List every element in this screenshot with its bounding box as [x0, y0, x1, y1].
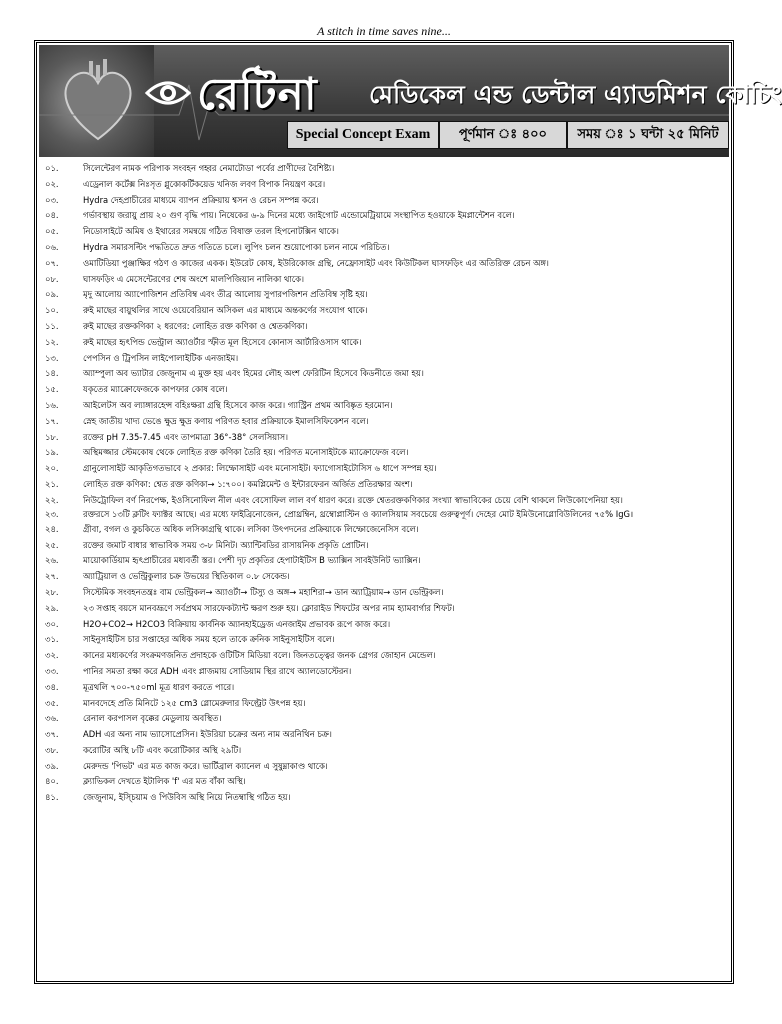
item-number: ১৭. — [45, 415, 59, 426]
list-item — [45, 161, 727, 177]
list-item — [45, 743, 727, 759]
item-text: যকৃতের ম্যাক্রোফেজকে কাপফার কোষ বলে। — [83, 384, 228, 395]
item-text: রুই মাছের রক্তকণিকা ২ ধরণের: লোহিত রক্ত কণিকা ও শ্বেতকণিকা। — [83, 320, 308, 331]
item-number: ৩৯. — [45, 760, 59, 771]
item-number: ০৩. — [45, 194, 59, 205]
list-item — [45, 445, 727, 461]
exam-info-bar — [287, 121, 729, 151]
item-number: ১২. — [45, 336, 59, 347]
item-text: গ্রানুলোসাইট আকৃতিগতভাবে ২ প্রকার: লিম্ফোসাইট এবং মনোসাইট। ফ্যাগোসাইটোসিস ৬ ধাপে সম্পন্ন হয়। — [83, 463, 437, 474]
list-item — [45, 477, 727, 493]
item-text: অ্যাম্পুলা অব ভ্যাটার জেজুনাম এ মুক্ত হয় এবং হিমের লৌহ অংশ ফেরিটিন হিসেবে কিডনীতে জমা হয়। — [83, 368, 424, 379]
list-item — [45, 696, 727, 712]
list-item — [45, 461, 727, 477]
item-number: ১৩. — [45, 352, 59, 363]
item-text: সাইনুসাইটিস চার সপ্তাহের অধিক সময় হলে তাকে ক্রনিক সাইনুসাইটিস বলে। — [83, 634, 335, 645]
item-number: ৩২. — [45, 650, 59, 661]
item-number: ১৫. — [45, 384, 59, 395]
list-item — [45, 664, 727, 680]
brand-tagline: মেডিকেল এন্ড ডেন্টাল এ্যাডমিশন কোচিং — [369, 80, 782, 109]
list-item — [45, 585, 727, 601]
item-text: রক্তরসে ১৩টি ক্লটিং ফ্যাক্টর আছে। এর মধ্যে ফাইব্রিনোজেন, প্রোথ্রম্বিন, থ্রম্বোপ্লাস্টিন ও ক্যালসিয়াম সবচেয়ে গুরুত্বপূর্ণ। দেহের মোট ইমিউনোগ্লোবিউলিনের ৭৫% IgG। — [83, 509, 634, 520]
list-item — [45, 711, 727, 727]
item-text: গর্ভাবস্থায় জরায়ু প্রায় ২০ গুণ বৃদ্ধি পায়। নিষেকের ৬-৯ দিনের মধ্যে জাইগোট এন্ডোমেট্রিয়ামে সংস্থাপিত হওয়াকে ইমপ্লান্টেশন বলে। — [83, 210, 515, 221]
item-number: ৩৭. — [45, 729, 59, 740]
item-text: রক্তের pH 7.35-7.45 এবং তাপমাত্রা 36°-38° সেলসিয়াস। — [83, 431, 289, 442]
item-number: ২৯. — [45, 602, 59, 613]
item-text: করোটির অস্থি ৮টি এবং করোটিকার অস্থি ২৯টি। — [83, 744, 242, 755]
item-text: ক্ল্যাভিকল দেখতে ইটালিক 'f' এর মত বাঁকা অস্থি। — [83, 776, 246, 787]
item-text: জেজুনাম, ইস্চিয়াম ও পিউবিস অস্থি নিয়ে নিতম্বাস্থি গঠিত হয়। — [83, 792, 291, 803]
list-item — [45, 569, 727, 585]
list-item — [45, 522, 727, 538]
item-text: গ্রীবা, বগল ও কুচকিতে অধিক লসিকাগ্রন্থি থাকে। লসিকা উৎপদনের প্রক্রিয়াকে লিম্ফোজেনেসিস বলে। — [83, 523, 419, 534]
item-number: ১৮. — [45, 431, 59, 442]
item-text: সিলেন্টেরণ নামক পরিপাক সংবহন গহ্বর নেমাটোডা পর্বের প্রাণীদের বৈশিষ্ট্য। — [83, 163, 335, 173]
list-item — [45, 430, 727, 446]
item-number: ২৪. — [45, 523, 59, 534]
full-marks: পূর্ণমান ঃ ৪০০ — [439, 121, 567, 149]
list-item — [45, 351, 727, 367]
list-item — [45, 680, 727, 696]
eye-icon — [143, 73, 193, 113]
item-text: Hydra দেহপ্রাচীরের মাধ্যমে ব্যাপন প্রক্রিয়ায় শ্বসন ও রেচন সম্পন্ন করে। — [83, 194, 319, 205]
item-text: নিডোসাইটে অমিষ ও ইথারের সমন্বয়ে গঠিত বিষাক্ত তরল হিপনোটক্সিন থাকে। — [83, 226, 339, 237]
item-number: ২৩. — [45, 509, 59, 520]
list-item — [45, 507, 727, 522]
list-item — [45, 240, 727, 256]
item-text: ওমাটিডিয়া পুঞ্জাক্ষির গঠণ ও কাজের একক। ইউরেট কোষ, ইউরিকোজ গ্রন্থি, নেফ্রোসাইট এবং কিউটিকল ঘাসফড়িং এর অতিরিক্ত রেচন অঙ্গ। — [83, 257, 549, 268]
item-number: ২৭. — [45, 571, 59, 582]
list-item — [45, 256, 727, 272]
item-number: ০৭. — [45, 257, 59, 268]
item-text: মায়োকার্ডিয়াম হৃৎপ্রাচীরের মধ্যবর্তী স্তর। পেশী দৃঢ় প্রকৃতির হেপাটাইটিস B ভ্যাক্সিন সাবইউনিট ভ্যাক্সিন। — [83, 555, 421, 566]
item-number: ০৮. — [45, 273, 59, 284]
list-item — [45, 272, 727, 288]
list-item — [45, 208, 727, 224]
list-item — [45, 493, 727, 508]
item-number: ২১. — [45, 478, 59, 489]
item-text: মেরুদন্ড 'পিভট' এর মত কাজ করে। ভার্টিব্রাল ক্যানেল এ সুষুম্নাকাণ্ড থাকে। — [83, 760, 328, 771]
item-number: ২০. — [45, 463, 59, 474]
item-number: ৩৬. — [45, 713, 59, 724]
list-item — [45, 414, 727, 430]
item-number: ০৫. — [45, 226, 59, 237]
list-item — [45, 538, 727, 554]
list-item — [45, 303, 727, 319]
item-number: ০১. — [45, 163, 59, 173]
list-item — [45, 727, 727, 743]
item-number: ০৬. — [45, 241, 59, 252]
item-text: লোহিত রক্ত কণিকা: শ্বেত রক্ত কণিকা→ ১:৭০০। কমপ্লিমেন্ট ও ইন্টারফেরন অর্জিত প্রতিরক্ষার অংশ। — [83, 478, 413, 489]
item-text: কানের মধ্যকর্ণের সংক্রমণজনিত প্রদাহকে ওটিটিস মিডিয়া বলে। জিনতত্ত্বের জনক গ্রেগর জোহান মেন্ডেল। — [83, 650, 436, 661]
item-text: Hydra সমারসল্টিং পদ্ধতিতে দ্রুত গতিতে চলে। লুপিং চলন শুয়োপোকা চলন নামে পরিচিত। — [83, 241, 390, 252]
item-number: ২৮. — [45, 586, 59, 597]
exam-name: Special Concept Exam — [287, 121, 439, 149]
item-text: ADH এর অন্য নাম ভ্যাসোপ্রেসিন। ইউরিয়া চক্রের অন্য নাম অরনিথিন চক্র। — [83, 729, 332, 740]
fact-list — [45, 161, 727, 806]
list-item — [45, 319, 727, 335]
item-number: ৪১. — [45, 792, 59, 803]
list-item — [45, 366, 727, 382]
item-text: আইলেটস অব ল্যাঙ্গারহেন্স বহিঃক্ষরা গ্রন্থি হিসেবে কাজ করে। গ্যাস্ট্রিন প্রথম আবিষ্কৃত হরমোন। — [83, 399, 393, 410]
list-item — [45, 335, 727, 351]
exam-time: সময় ঃ ১ ঘন্টা ২৫ মিনিট — [567, 121, 729, 149]
item-text: মৃদু আলোয় অ্যাপোজিশন প্রতিবিম্ব এবং তীব্র আলোয় সুপারপজিশন প্রতিবিম্ব সৃষ্টি হয়। — [83, 289, 368, 300]
item-number: ৩০. — [45, 618, 59, 629]
item-text: মূত্রথলি ৭০০-৭৫০ml মূত্র ধারণ করতে পারে। — [83, 681, 235, 692]
item-text: ঘাসফড়িং এ মেসেন্টেরণের শেষ অংশে মালপিজিয়ান নালিকা থাকে। — [83, 273, 305, 284]
item-text: রেনাল করপাসল বৃক্কের মেডুলায় অবস্থিত। — [83, 713, 222, 724]
item-number: ২৬. — [45, 555, 59, 566]
list-item — [45, 398, 727, 414]
list-item — [45, 553, 727, 569]
item-number: ৩৫. — [45, 697, 59, 708]
item-number: ১৬. — [45, 399, 59, 410]
list-item — [45, 790, 727, 806]
list-item — [45, 382, 727, 398]
list-item — [45, 177, 727, 193]
item-number: ৩৪. — [45, 681, 59, 692]
list-item — [45, 617, 727, 633]
item-number: ৩৩. — [45, 665, 59, 676]
item-text: রুই মাছের হৃৎপিন্ড ভেন্ট্রাল অ্যাওর্টার স্ফীত মূল হিসেবে কোনাস আর্টারিওসাস থাকে। — [83, 336, 362, 347]
item-text: স্নেহ জাতীয় খাদ্য ভেঙে ক্ষুদ্র ক্ষুদ্র কণায় পরিণত হবার প্রক্রিয়াকে ইমালসিফিকেশন বলে। — [83, 415, 369, 426]
list-item — [45, 648, 727, 664]
item-number: ০৪. — [45, 210, 59, 221]
item-number: ০২. — [45, 178, 59, 189]
item-number: ৪০. — [45, 776, 59, 787]
item-number: ১০. — [45, 305, 59, 316]
list-item — [45, 287, 727, 303]
list-item — [45, 193, 727, 209]
item-text: পেপসিন ও ট্রিপসিন লাইপোলাইটিক এনজাইম। — [83, 352, 239, 363]
item-text: এড্রেনাল কর্টেক্স নিঃসৃত গ্লুকোকর্টিকয়েড খনিজ লবণ বিপাক নিয়ন্ত্রণ করে। — [83, 178, 326, 189]
item-number: ১১. — [45, 320, 59, 331]
item-text: পানির সমতা রক্ষা করে ADH এবং প্লাজমায় সোডিয়াম স্থির রাখে অ্যালডোস্টেরন। — [83, 665, 352, 676]
list-item — [45, 759, 727, 775]
header-banner — [39, 45, 782, 157]
item-number: ০৯. — [45, 289, 59, 300]
item-text: রুই মাছের বায়ুথলির সাথে ওয়েবেরিয়ান অসিকল এর মাধ্যমে অন্তকর্ণের সংযোগ থাকে। — [83, 305, 368, 316]
item-number: ৩১. — [45, 634, 59, 645]
list-item — [45, 774, 727, 790]
item-number: ১৯. — [45, 447, 59, 458]
document-frame — [34, 40, 782, 984]
list-item — [45, 224, 727, 240]
motto: A stitch in time saves nine... — [317, 24, 451, 38]
item-text: মানবদেহে প্রতি মিনিটে ১২৫ cm3 গ্লোমেরুলার ফিল্ট্রেট উৎপন্ন হয়। — [83, 697, 306, 708]
list-item — [45, 632, 727, 648]
item-number: ২২. — [45, 494, 59, 505]
item-text: সিস্টেমিক সংবহনতন্ত্রঃ বাম ভেন্ট্রিকল→ অ্যাওর্টা→ টিস্যু ও অঙ্গ→ মহাশিরা→ ডান অ্যাট্রিয়াম→ ডান ভেন্ট্রিকল। — [83, 586, 444, 597]
item-text: অ্যাট্রিয়াল ও ভেন্ট্রিকুলার চক্র উভয়ের স্থিতিকাল ০.৮ সেকেন্ড। — [83, 571, 290, 582]
item-text: রক্তের জমাট বাধার স্বাভাবিক সময় ৩-৮ মিনিট। অ্যান্টিবডির রাসায়নিক প্রকৃতি প্রোটিন। — [83, 539, 369, 550]
item-number: ৩৮. — [45, 744, 59, 755]
brand-name: রেটিনা — [197, 69, 318, 120]
item-text: H2O+CO2→ H2CO3 বিক্রিয়ায় কার্বনিক অ্যানহাইড্রেজ এনজাইম প্রভাবক রূপে কাজ করে। — [83, 618, 391, 629]
item-text: অস্থিমজ্জার স্টেমকোষ থেকে লোহিত রক্ত কণিকা তৈরি হয়। পরিণত মনোসাইটকে ম্যাক্রোফেজ বলে। — [83, 447, 409, 458]
item-text: ২৩ সপ্তাহ বয়সে মানবভ্রূণে সর্বপ্রথম সারফেকট্যান্ট ক্ষরণ শুরু হয়। ক্লোরাইড শিফটের অপর নাম হ্যামবার্গার শিফট। — [83, 602, 455, 613]
item-number: ২৫. — [45, 539, 59, 550]
list-item — [45, 601, 727, 617]
item-number: ১৪. — [45, 368, 59, 379]
item-text: নিউট্রোফিল বর্ণ নিরপেক্ষ, ইওসিনোফিল নীল এবং বেসোফিল লাল বর্ণ ধারণ করে। রক্তে শ্বেতরক্তকণিকার সংখ্যা স্বাভাবিকের চেয়ে বেশি থাকলে লিউকোপেনিয়া হয়। — [83, 494, 623, 505]
